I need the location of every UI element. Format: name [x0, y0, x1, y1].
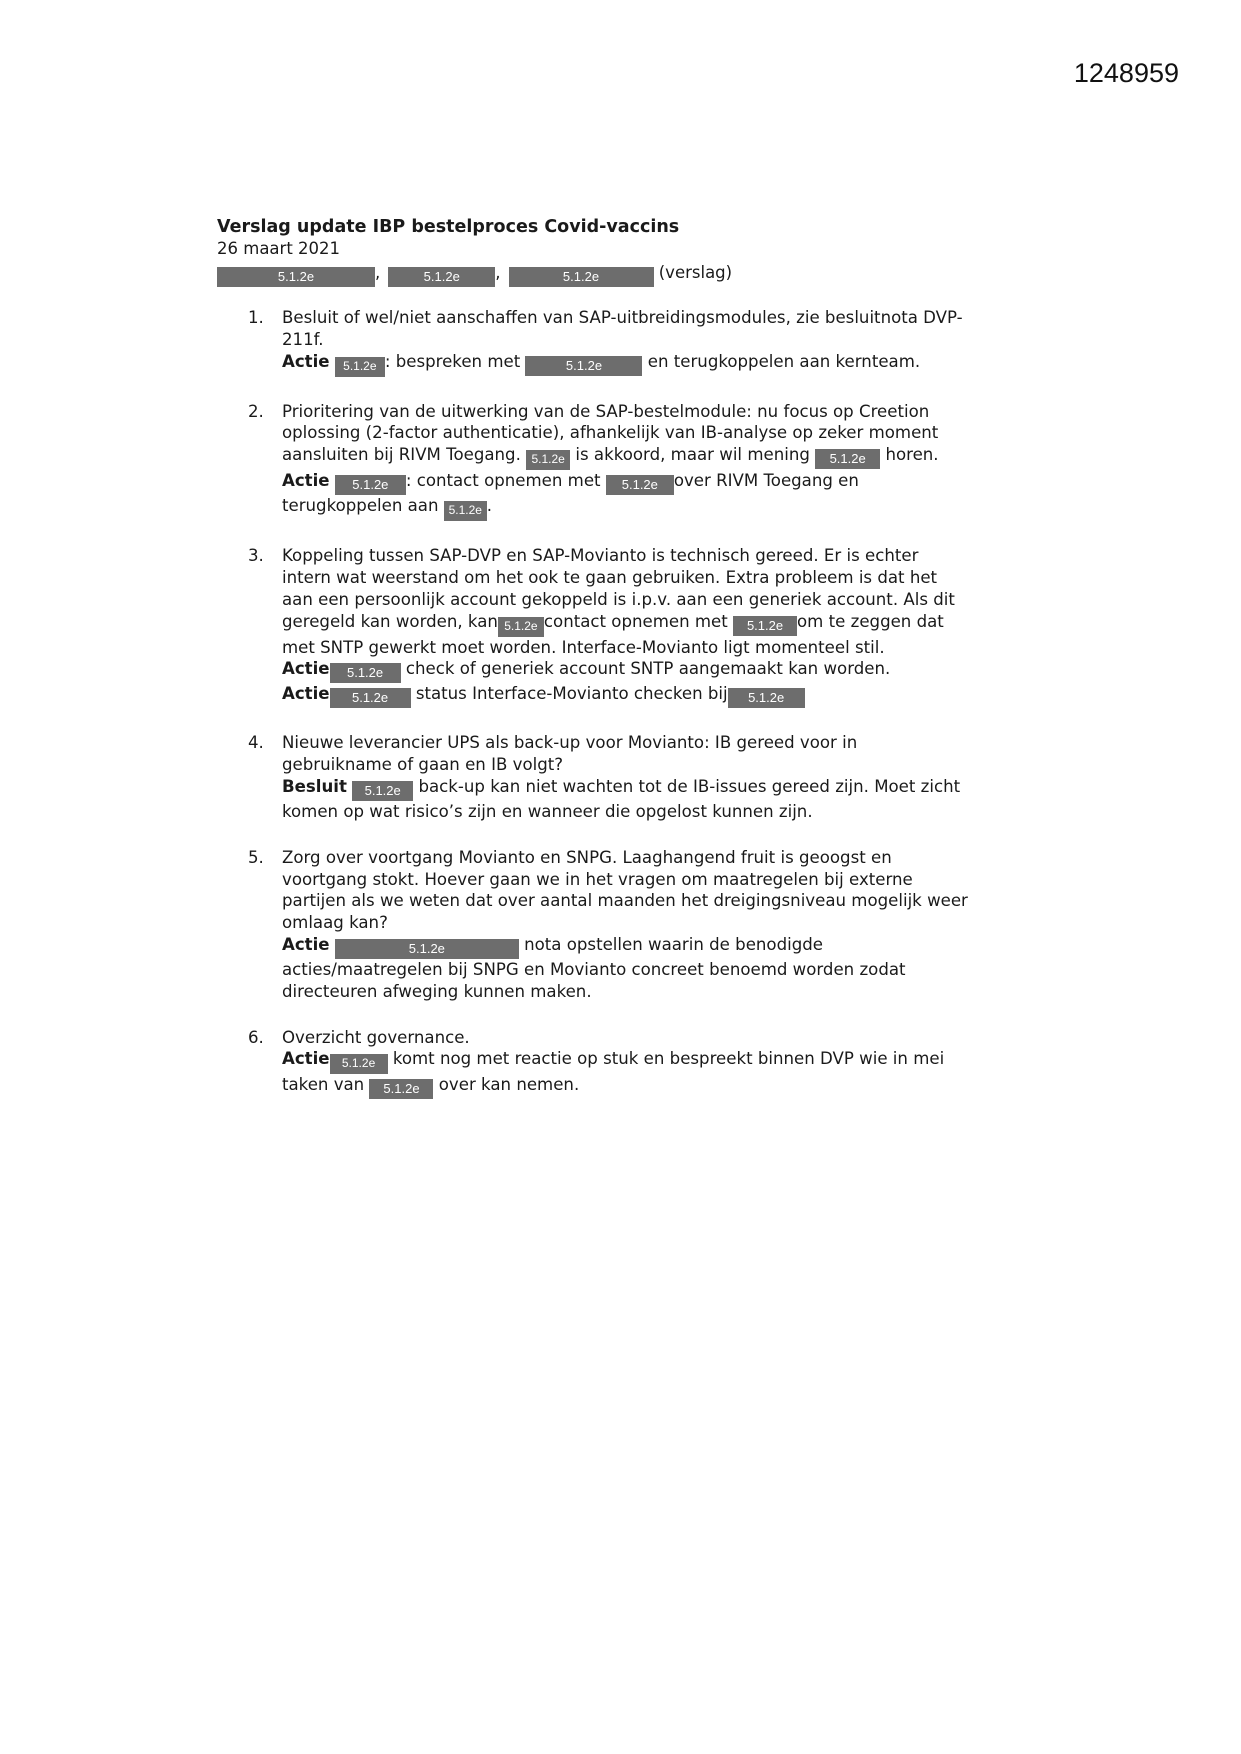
agenda-item [217, 545, 1037, 708]
item-text: 211f. [282, 329, 324, 349]
item-text: aan een persoonlijk account gekoppeld is i.p.v. aan een generiek account. Als dit [282, 589, 955, 609]
action-text: komt nog met reactie op stuk en bespreekt binnen DVP wie in mei [392, 1049, 945, 1069]
item-number: 3. [248, 546, 264, 566]
agenda-list [217, 307, 1037, 1099]
action-text: nota opstellen waarin de benodigde [524, 934, 823, 954]
item-text: Prioritering van de uitwerking van de SAP-bestelmodule: nu focus op Creetion [282, 401, 930, 421]
action-label: Actie [282, 659, 330, 679]
action-line [282, 683, 1037, 708]
item-text: Overzicht governance. [282, 1027, 470, 1047]
redaction-box: 5.1.2e [498, 617, 544, 637]
action-line [282, 658, 1037, 683]
action-label: Actie [282, 1049, 330, 1069]
item-text: intern wat weerstand om het ook te gaan gebruiken. Extra probleem is dat het [282, 567, 938, 587]
redaction-box: 5.1.2e [509, 267, 654, 287]
redaction-box: 5.1.2e [330, 663, 401, 683]
agenda-item [217, 307, 1037, 377]
agenda-item [217, 847, 1037, 1003]
action-text: : bespreken met [384, 351, 521, 371]
attendee-note: (verslag) [658, 263, 733, 282]
item-text-part: over kan nemen. [438, 1075, 580, 1095]
item-number: 6. [248, 1027, 264, 1047]
item-text: komen op wat risico’s zijn en wanneer die opgelost kunnen zijn. [282, 801, 813, 821]
item-text: Besluit of wel/niet aanschaffen van SAP-uitbreidingsmodules, zie besluitnota DVP- [282, 308, 963, 327]
item-number: 2. [248, 401, 264, 421]
redaction-box: 5.1.2e [733, 616, 797, 636]
action-line [282, 1048, 1037, 1074]
redaction-box: 5.1.2e [728, 688, 805, 708]
item-text-part: taken van [282, 1075, 365, 1095]
item-text: Nieuwe leverancier UPS als back-up voor Movianto: IB gereed voor in [282, 733, 858, 753]
item-text: omlaag kan? [282, 913, 388, 933]
item-text [282, 611, 1037, 637]
attendee-line [217, 261, 1037, 287]
action-text: : contact opnemen met [405, 471, 601, 491]
redaction-box: 5.1.2e [335, 475, 406, 495]
item-text: partijen als we weten dat over aantal maanden het dreigingsniveau mogelijk weer [282, 891, 968, 911]
agenda-item [217, 1027, 1037, 1100]
item-text [282, 495, 1037, 521]
action-text: en terugkoppelen aan kernteam. [647, 351, 921, 371]
item-text-part: om te zeggen dat [797, 611, 944, 631]
item-text [282, 444, 1037, 470]
report-title: Verslag update IBP bestelproces Covid-vaccins [217, 217, 680, 237]
item-text: acties/maatregelen bij SNPG en Movianto concreet benoemd worden zodat [282, 959, 906, 979]
action-line [282, 351, 1037, 377]
action-text: check of generiek account SNTP aangemaakt kan worden. [405, 659, 891, 679]
item-text-part: horen. [885, 445, 939, 465]
decision-text: back-up kan niet wachten tot de IB-issues gereed zijn. Moet zicht [418, 776, 961, 796]
item-number: 5. [248, 847, 264, 867]
attendee-separator: , [495, 263, 501, 282]
item-text: Koppeling tussen SAP-DVP en SAP-Movianto is technisch gereed. Er is echter [282, 546, 919, 566]
item-text-part: is akkoord, maar wil mening [575, 445, 810, 465]
item-text [282, 1074, 1037, 1099]
redaction-box: 5.1.2e [388, 267, 495, 287]
item-number: 4. [248, 733, 264, 753]
item-text: Zorg over voortgang Movianto en SNPG. Laaghangend fruit is geoogst en [282, 847, 892, 867]
item-text-part: . [486, 496, 493, 516]
item-text-part: terugkoppelen aan [282, 496, 439, 516]
action-text: status Interface-Movianto checken bij [415, 684, 728, 704]
item-text: met SNTP gewerkt moet worden. Interface-Movianto ligt momenteel stil. [282, 637, 885, 657]
redaction-box: 5.1.2e [526, 450, 570, 470]
item-number: 1. [248, 308, 264, 327]
item-text: gebruikname of gaan en IB volgt? [282, 755, 564, 775]
redaction-box: 5.1.2e [444, 501, 487, 521]
item-text-part: aansluiten bij RIVM Toegang. [282, 445, 521, 465]
redaction-box: 5.1.2e [369, 1079, 433, 1099]
redaction-box: 5.1.2e [335, 357, 385, 377]
redaction-box: 5.1.2e [217, 267, 375, 287]
item-text: oplossing (2-factor authenticatie), afhankelijk van IB-analyse op zeker moment [282, 423, 939, 443]
redaction-box: 5.1.2e [525, 356, 642, 376]
redaction-box: 5.1.2e [815, 449, 880, 469]
item-text: directeuren afweging kunnen maken. [282, 981, 592, 1001]
redaction-box: 5.1.2e [335, 939, 519, 959]
item-text-part: geregeld kan worden, kan [282, 611, 498, 631]
meeting-report [217, 216, 1037, 1123]
report-date: 26 maart 2021 [217, 239, 341, 258]
item-text-part: contact opnemen met [543, 611, 728, 631]
agenda-item [217, 732, 1037, 822]
redaction-box: 5.1.2e [330, 688, 411, 708]
action-label: Actie [282, 934, 330, 954]
redaction-box: 5.1.2e [606, 475, 674, 495]
action-label: Actie [282, 351, 330, 371]
action-line [282, 470, 1037, 495]
action-line [282, 934, 1037, 959]
action-text: over RIVM Toegang en [673, 471, 859, 491]
attendee-separator: , [375, 263, 381, 282]
redaction-box: 5.1.2e [352, 781, 413, 801]
action-label: Actie [282, 471, 330, 491]
decision-label: Besluit [282, 776, 347, 796]
action-label: Actie [282, 684, 330, 704]
redaction-box: 5.1.2e [330, 1054, 388, 1074]
item-text: voortgang stokt. Hoever gaan we in het vragen om maatregelen bij externe [282, 869, 913, 889]
agenda-item [217, 401, 1037, 522]
decision-line [282, 776, 1037, 801]
document-number: 1248959 [1073, 58, 1179, 88]
